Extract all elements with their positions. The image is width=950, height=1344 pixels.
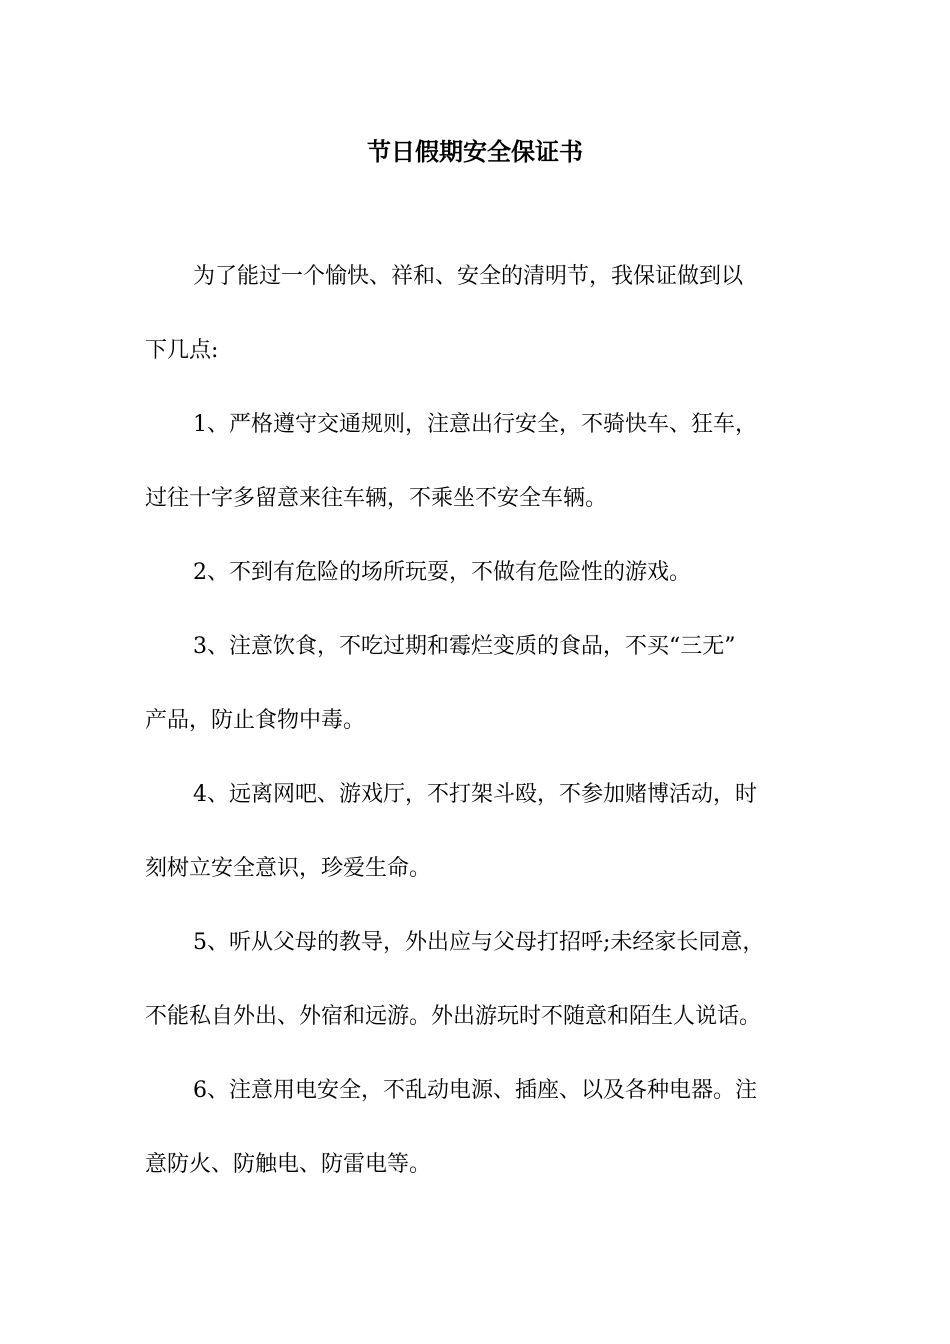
paragraph-item-4	[145, 758, 835, 906]
paragraph-line: 下几点:	[145, 338, 219, 363]
paragraph-line: 1、严格遵守交通规则，注意出行安全，不骑快车、狂车，	[193, 412, 757, 437]
paragraph-line: 为了能过一个愉快、祥和、安全的清明节，我保证做到以	[193, 264, 744, 289]
paragraph-item-1	[145, 388, 835, 536]
paragraph-line: 产品，防止食物中毒。	[145, 708, 366, 733]
paragraph-line: 不能私自外出、外宿和远游。外出游玩时不随意和陌生人说话。	[145, 1004, 762, 1029]
paragraph-line: 4、远离网吧、游戏厅，不打架斗殴，不参加赌博活动，时	[193, 782, 757, 807]
paragraph-line: 过往十字多留意来往车辆，不乘坐不安全车辆。	[145, 486, 608, 511]
paragraph-item-2	[145, 536, 835, 610]
paragraph-intro	[145, 240, 835, 388]
paragraph-line: 刻树立安全意识，珍爱生命。	[145, 856, 432, 881]
paragraph-line: 5、听从父母的教导，外出应与父母打招呼;未经家长同意，	[193, 930, 765, 955]
paragraph-item-5	[145, 906, 835, 1054]
paragraph-line: 6、注意用电安全，不乱动电源、插座、以及各种电器。注	[193, 1078, 757, 1103]
paragraph-item-3	[145, 610, 835, 758]
document-title: 节日假期安全保证书	[367, 137, 583, 166]
paragraph-line: 2、不到有危险的场所玩耍，不做有危险性的游戏。	[193, 560, 691, 585]
paragraph-line: 3、注意饮食，不吃过期和霉烂变质的食品，不买“三无”	[193, 634, 736, 659]
paragraph-line: 意防火、防触电、防雷电等。	[145, 1152, 432, 1177]
paragraph-item-6	[145, 1054, 835, 1202]
